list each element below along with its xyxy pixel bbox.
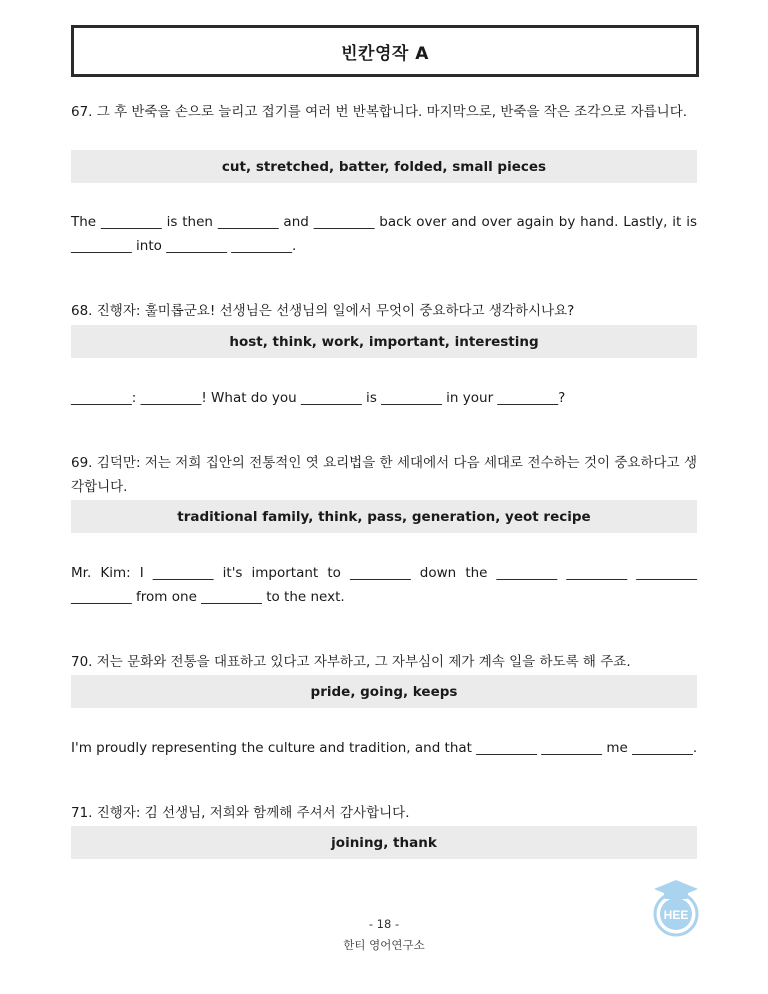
answer-67-english: The _________ is then _________ and _________ back over and over again by hand. Lastly, it is _________ into _________ _________. (71, 214, 697, 254)
question-70-korean: 70. 저는 문화와 전통을 대표하고 있다고 자부하고, 그 자부심이 제가 계속 일을 하도록 해 주죠. (71, 654, 631, 670)
hint-box-71: joining, thank (71, 826, 697, 859)
graduation-cap-icon (654, 880, 698, 899)
logo-text: HEE (663, 908, 689, 922)
answer-70-english: I'm proudly representing the culture and tradition, and that _________ _________ me _________. (71, 740, 698, 756)
answer-69-english: Mr. Kim: I _________ it's important to _________ down the _________ _________ _________ _________ from one _________ to the next. (71, 565, 697, 605)
question-67-korean: 67. 그 후 반죽을 손으로 늘리고 접기를 여러 번 반복합니다. 마지막으로, 반죽을 작은 조각으로 자릅니다. (71, 104, 688, 120)
page-number: - 18 - (368, 917, 400, 931)
hint-box-68: host, think, work, important, interesting (71, 325, 697, 358)
question-69-korean: 69. 김덕만: 저는 저희 집안의 전통적인 엿 요리법을 한 세대에서 다음 세대로 전수하는 것이 중요하다고 생각합니다. (71, 455, 697, 495)
answer-68-english: _________: _________! What do you _________ is _________ in your _________? (71, 390, 566, 406)
hint-box-70: pride, going, keeps (71, 675, 697, 708)
question-68-korean: 68. 진행자: 훌미롭군요! 선생님은 선생님의 일에서 무엇이 중요하다고 생각하시나요? (71, 303, 575, 319)
worksheet-title-box (71, 25, 699, 77)
footer-organization: 한티 영어연구소 (343, 938, 425, 952)
worksheet-title: 빈칸영작 A (341, 43, 429, 64)
hint-box-67: cut, stretched, batter, folded, small pieces (71, 150, 697, 183)
hint-box-69: traditional family, think, pass, generation, yeot recipe (71, 500, 697, 533)
question-71-korean: 71. 진행자: 김 선생님, 저희와 함께해 주셔서 감사합니다. (71, 805, 410, 821)
